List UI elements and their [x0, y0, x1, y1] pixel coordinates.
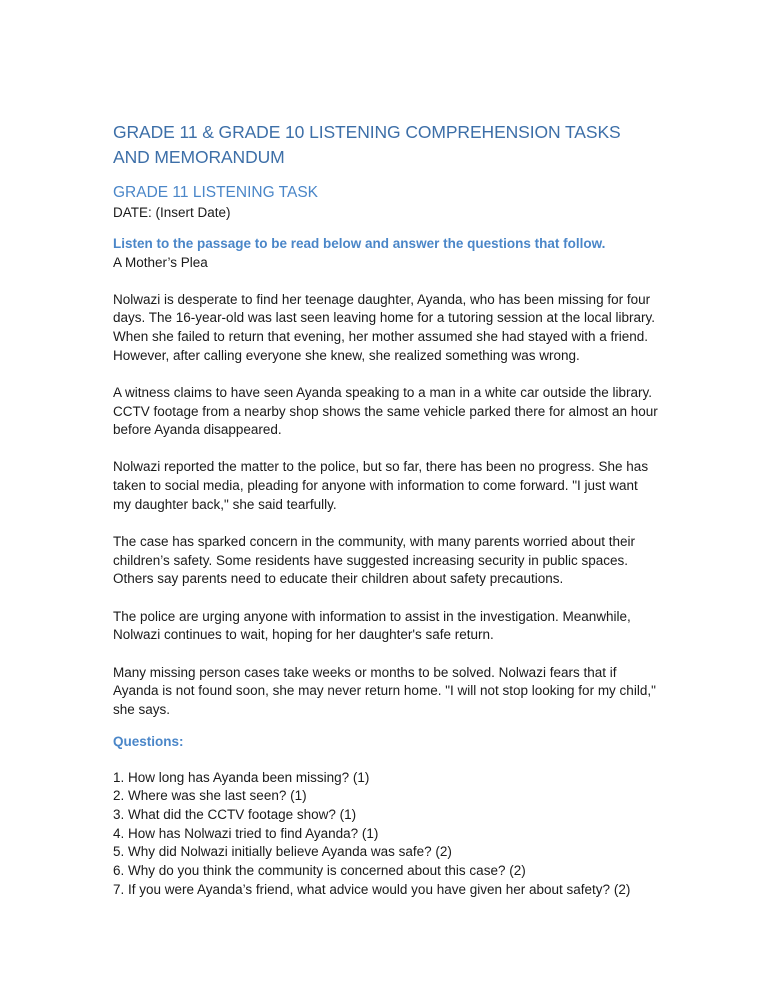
question-item: 5. Why did Nolwazi initially believe Ayanda was safe? (2) — [113, 844, 452, 860]
question-item: 1. How long has Ayanda been missing? (1) — [113, 769, 370, 785]
question-item: 4. How has Nolwazi tried to find Ayanda? (1) — [113, 825, 379, 841]
questions-heading: Questions: — [113, 733, 184, 749]
question-item: 7. If you were Ayanda’s friend, what advice would you have given her about safety? (2) — [113, 881, 631, 897]
listening-instruction: Listen to the passage to be read below and answer the questions that follow. — [113, 236, 606, 251]
section-heading: GRADE 11 LISTENING TASK — [113, 184, 319, 201]
document-title: GRADE 11 & GRADE 10 LISTENING COMPREHENSION TASKS AND MEMORANDUM — [113, 122, 621, 167]
passage-title: A Mother’s Plea — [113, 255, 208, 270]
passage-paragraph: Nolwazi is desperate to find her teenage daughter, Ayanda, who has been missing for four days. The 16-year-old was last seen leaving home for a tutoring session at the local library. When she failed to return that evening, her mother assumed she had stayed with a friend. However, after calling everyone she knew, she realized something was wrong. — [113, 291, 656, 363]
passage-paragraph: A witness claims to have seen Ayanda speaking to a man in a white car outside the library. CCTV footage from a nearby shop shows the same vehicle parked there for almost an hour before Ayanda disappeared. — [113, 384, 658, 438]
question-item: 6. Why do you think the community is concerned about this case? (2) — [113, 863, 526, 879]
document-page — [113, 120, 658, 900]
passage-paragraph: Nolwazi reported the matter to the police, but so far, there has been no progress. She has taken to social media, pleading for anyone with information to come forward. "I just want my daughter back," she said tearfully. — [113, 459, 649, 512]
passage-paragraph: The case has sparked concern in the community, with many parents worried about their children’s safety. Some residents have suggested increasing security in public spaces. Others say parents need to educate their children about safety precautions. — [113, 534, 636, 587]
question-item: 3. What did the CCTV footage show? (1) — [113, 807, 357, 823]
passage-paragraph: The police are urging anyone with information to assist in the investigation. Meanwhile, Nolwazi continues to wait, hoping for her daughter's safe return. — [113, 608, 631, 643]
passage-paragraph: Many missing person cases take weeks or months to be solved. Nolwazi fears that if Ayanda is not found soon, she may never return home. "I will not stop looking for my child," she says. — [113, 664, 656, 717]
question-item: 2. Where was she last seen? (1) — [113, 788, 307, 804]
questions-list — [113, 769, 658, 900]
date-line: DATE: (Insert Date) — [113, 205, 231, 220]
